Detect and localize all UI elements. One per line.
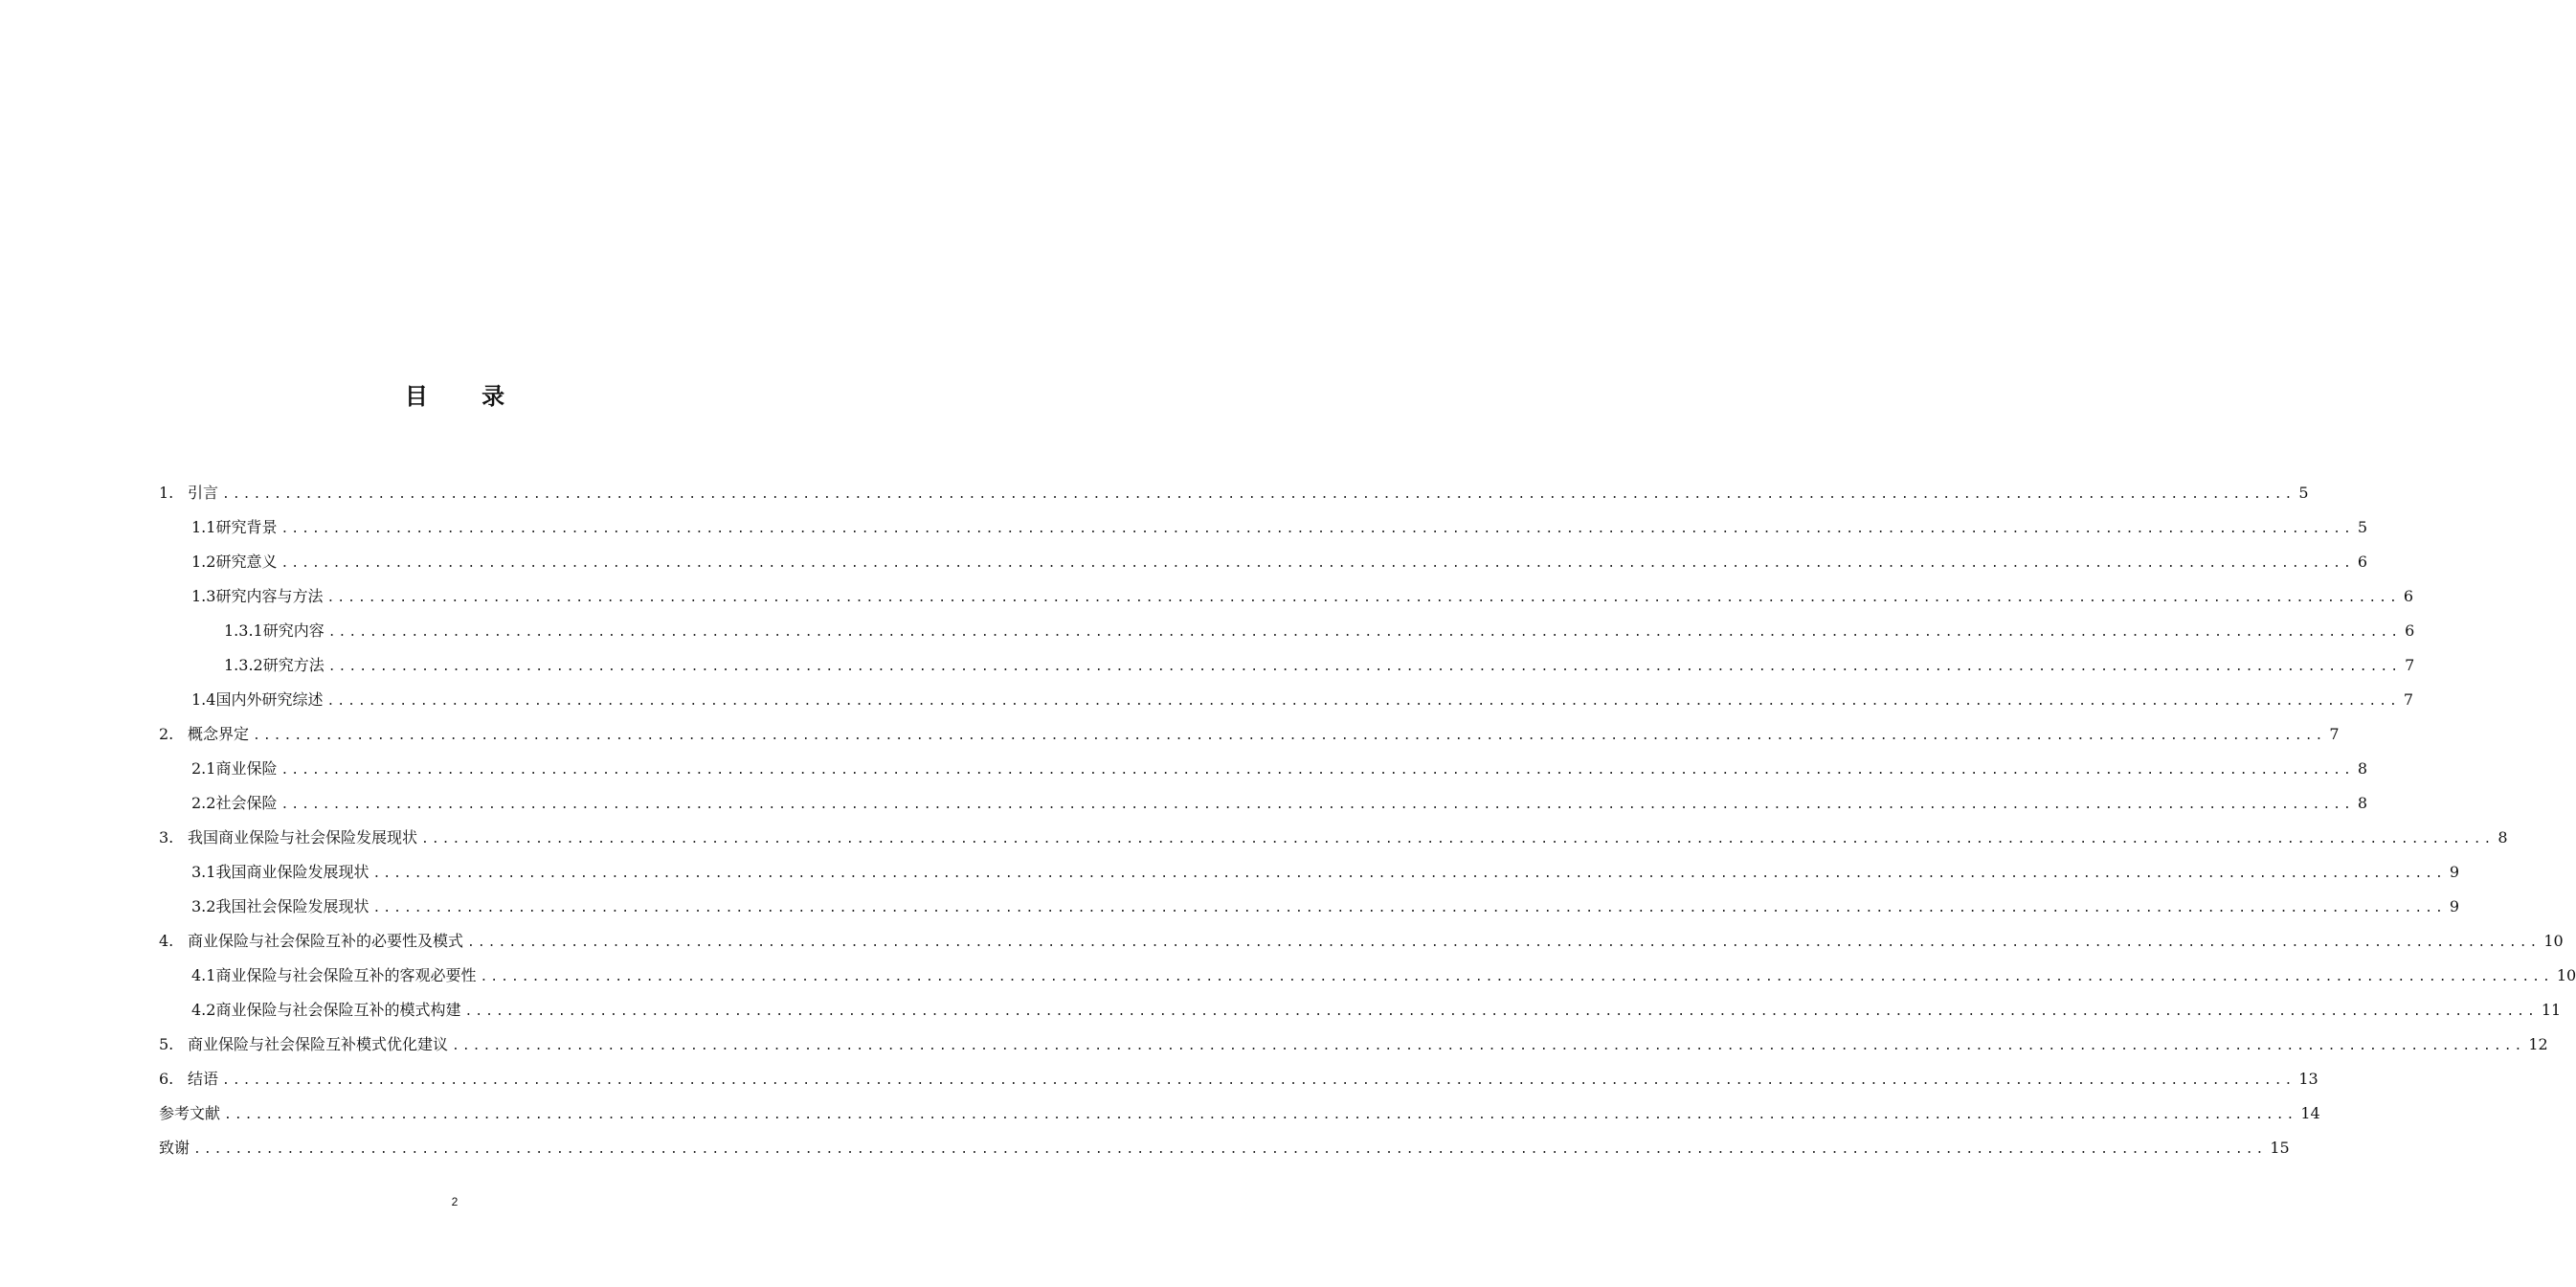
toc-entry[interactable]	[159, 993, 2562, 1027]
toc-entry[interactable]	[159, 545, 2367, 579]
toc-entry-number: 1.2	[191, 553, 216, 571]
toc-dot-leader: ........................................................................................................................................................................................................	[372, 867, 2446, 881]
toc-dot-leader: ........................................................................................................................................................................................................	[280, 522, 2354, 536]
toc-entry-page: 8	[2498, 828, 2508, 847]
toc-entry-number: 4.	[159, 932, 174, 950]
toc-entry-title: 商业保险与社会保险互补模式优化建议	[188, 1035, 449, 1053]
toc-entry-page: 9	[2449, 863, 2459, 881]
toc-dot-leader: ........................................................................................................................................................................................................	[253, 729, 2326, 743]
toc-dot-leader: ........................................................................................................................................................................................................	[222, 1073, 2296, 1088]
toc-entry-page: 6	[2357, 553, 2367, 571]
toc-entry-page: 8	[2357, 794, 2367, 812]
toc-dot-leader: ........................................................................................................................................................................................................	[464, 1005, 2538, 1019]
toc-entry-page: 6	[2403, 587, 2413, 605]
toc-entry-number: 1.3.2	[224, 656, 263, 674]
toc-entry-number: 5.	[159, 1035, 174, 1053]
toc-entry-title: 研究内容与方法	[215, 587, 324, 605]
toc-entry[interactable]	[159, 786, 2367, 821]
toc-entry-title: 我国商业保险与社会保险发展现状	[188, 828, 418, 847]
toc-entry-number: 4.1	[191, 966, 216, 984]
toc-entry[interactable]	[159, 1131, 2290, 1165]
toc-dot-leader: ........................................................................................................................................................................................................	[280, 556, 2354, 571]
toc-entry-title: 商业保险与社会保险互补的客观必要性	[215, 966, 477, 984]
toc-entry[interactable]	[159, 855, 2459, 890]
toc-entry-title: 我国社会保险发展现状	[215, 897, 370, 915]
toc-entry[interactable]	[159, 959, 2576, 993]
toc-dot-leader: ........................................................................................................................................................................................................	[480, 970, 2553, 984]
toc-entry-number: 2.1	[191, 759, 216, 778]
page-number: 2	[451, 1195, 459, 1208]
toc-entry-title: 研究背景	[215, 518, 278, 536]
toc-entry-title: 商业保险	[215, 759, 278, 778]
toc-entry[interactable]	[159, 1027, 2548, 1062]
toc-entry-page: 8	[2357, 759, 2367, 778]
toc-dot-leader: ........................................................................................................................................................................................................	[280, 763, 2354, 778]
toc-entry-page: 12	[2528, 1035, 2548, 1053]
toc-entry-page: 10	[2543, 932, 2564, 950]
toc-entry[interactable]	[159, 1096, 2320, 1131]
toc-entry-number: 1.1	[191, 518, 216, 536]
toc-entry-number: 3.	[159, 828, 174, 847]
toc-dot-leader: ........................................................................................................................................................................................................	[224, 1108, 2297, 1122]
toc-entry-number: 4.2	[191, 1001, 216, 1019]
toc-entry-page: 11	[2541, 1001, 2562, 1019]
toc-entry-title: 引言	[188, 484, 219, 502]
toc-dot-leader: ........................................................................................................................................................................................................	[326, 694, 2400, 709]
toc-entry-page: 10	[2556, 966, 2576, 984]
table-of-contents	[159, 476, 2576, 1165]
toc-dot-leader: ........................................................................................................................................................................................................	[452, 1039, 2525, 1053]
toc-entry-title: 参考文献	[159, 1104, 221, 1122]
toc-entry[interactable]	[159, 683, 2413, 717]
toc-entry-number: 6.	[159, 1070, 174, 1088]
toc-dot-leader: ........................................................................................................................................................................................................	[327, 660, 2402, 674]
toc-dot-leader: ........................................................................................................................................................................................................	[421, 832, 2495, 847]
toc-entry-title: 社会保险	[215, 794, 278, 812]
toc-entry-number: 1.4	[191, 690, 216, 709]
toc-entry[interactable]	[159, 821, 2508, 855]
toc-entry[interactable]	[159, 476, 2309, 510]
toc-entry-number: 2.2	[191, 794, 216, 812]
toc-entry[interactable]	[159, 648, 2415, 683]
toc-entry-title: 商业保险与社会保险互补的模式构建	[215, 1001, 461, 1019]
toc-entry-title: 概念界定	[188, 725, 250, 743]
toc-entry-title: 国内外研究综述	[215, 690, 324, 709]
toc-entry[interactable]	[159, 510, 2367, 545]
toc-entry-title: 研究内容	[262, 621, 325, 640]
toc-dot-leader: ........................................................................................................................................................................................................	[193, 1142, 2267, 1157]
toc-entry-page: 13	[2298, 1070, 2318, 1088]
toc-entry-page: 14	[2300, 1104, 2320, 1122]
toc-entry-title: 我国商业保险发展现状	[215, 863, 370, 881]
toc-entry-title: 致谢	[159, 1139, 190, 1157]
toc-entry[interactable]	[159, 752, 2367, 786]
toc-entry-page: 15	[2270, 1139, 2290, 1157]
toc-dot-leader: ........................................................................................................................................................................................................	[372, 901, 2446, 915]
toc-dot-leader: ........................................................................................................................................................................................................	[222, 487, 2296, 502]
toc-entry-number: 1.	[159, 484, 174, 502]
toc-entry[interactable]	[159, 717, 2340, 752]
toc-dot-leader: ........................................................................................................................................................................................................	[326, 591, 2400, 605]
toc-entry-number: 3.2	[191, 897, 216, 915]
toc-entry-number: 2.	[159, 725, 174, 743]
toc-entry-page: 9	[2449, 897, 2459, 915]
toc-entry[interactable]	[159, 924, 2564, 959]
toc-entry-title: 研究方法	[262, 656, 325, 674]
toc-entry-page: 6	[2405, 621, 2415, 640]
toc-entry-page: 5	[2298, 484, 2309, 502]
toc-dot-leader: ........................................................................................................................................................................................................	[467, 936, 2541, 950]
toc-dot-leader: ........................................................................................................................................................................................................	[327, 625, 2402, 640]
toc-entry-title: 结语	[188, 1070, 219, 1088]
toc-entry-number: 1.3	[191, 587, 216, 605]
toc-entry[interactable]	[159, 1062, 2318, 1096]
toc-entry-title: 商业保险与社会保险互补的必要性及模式	[188, 932, 464, 950]
toc-entry[interactable]	[159, 890, 2459, 924]
toc-entry-page: 7	[2329, 725, 2340, 743]
page-title: 目 录	[404, 382, 528, 411]
toc-entry[interactable]	[159, 614, 2415, 648]
toc-entry-number: 1.3.1	[224, 621, 263, 640]
toc-entry-title: 研究意义	[215, 553, 278, 571]
toc-entry-page: 5	[2357, 518, 2367, 536]
toc-entry[interactable]	[159, 579, 2413, 614]
toc-entry-page: 7	[2405, 656, 2415, 674]
toc-entry-page: 7	[2403, 690, 2413, 709]
toc-dot-leader: ........................................................................................................................................................................................................	[280, 798, 2354, 812]
toc-entry-number: 3.1	[191, 863, 216, 881]
